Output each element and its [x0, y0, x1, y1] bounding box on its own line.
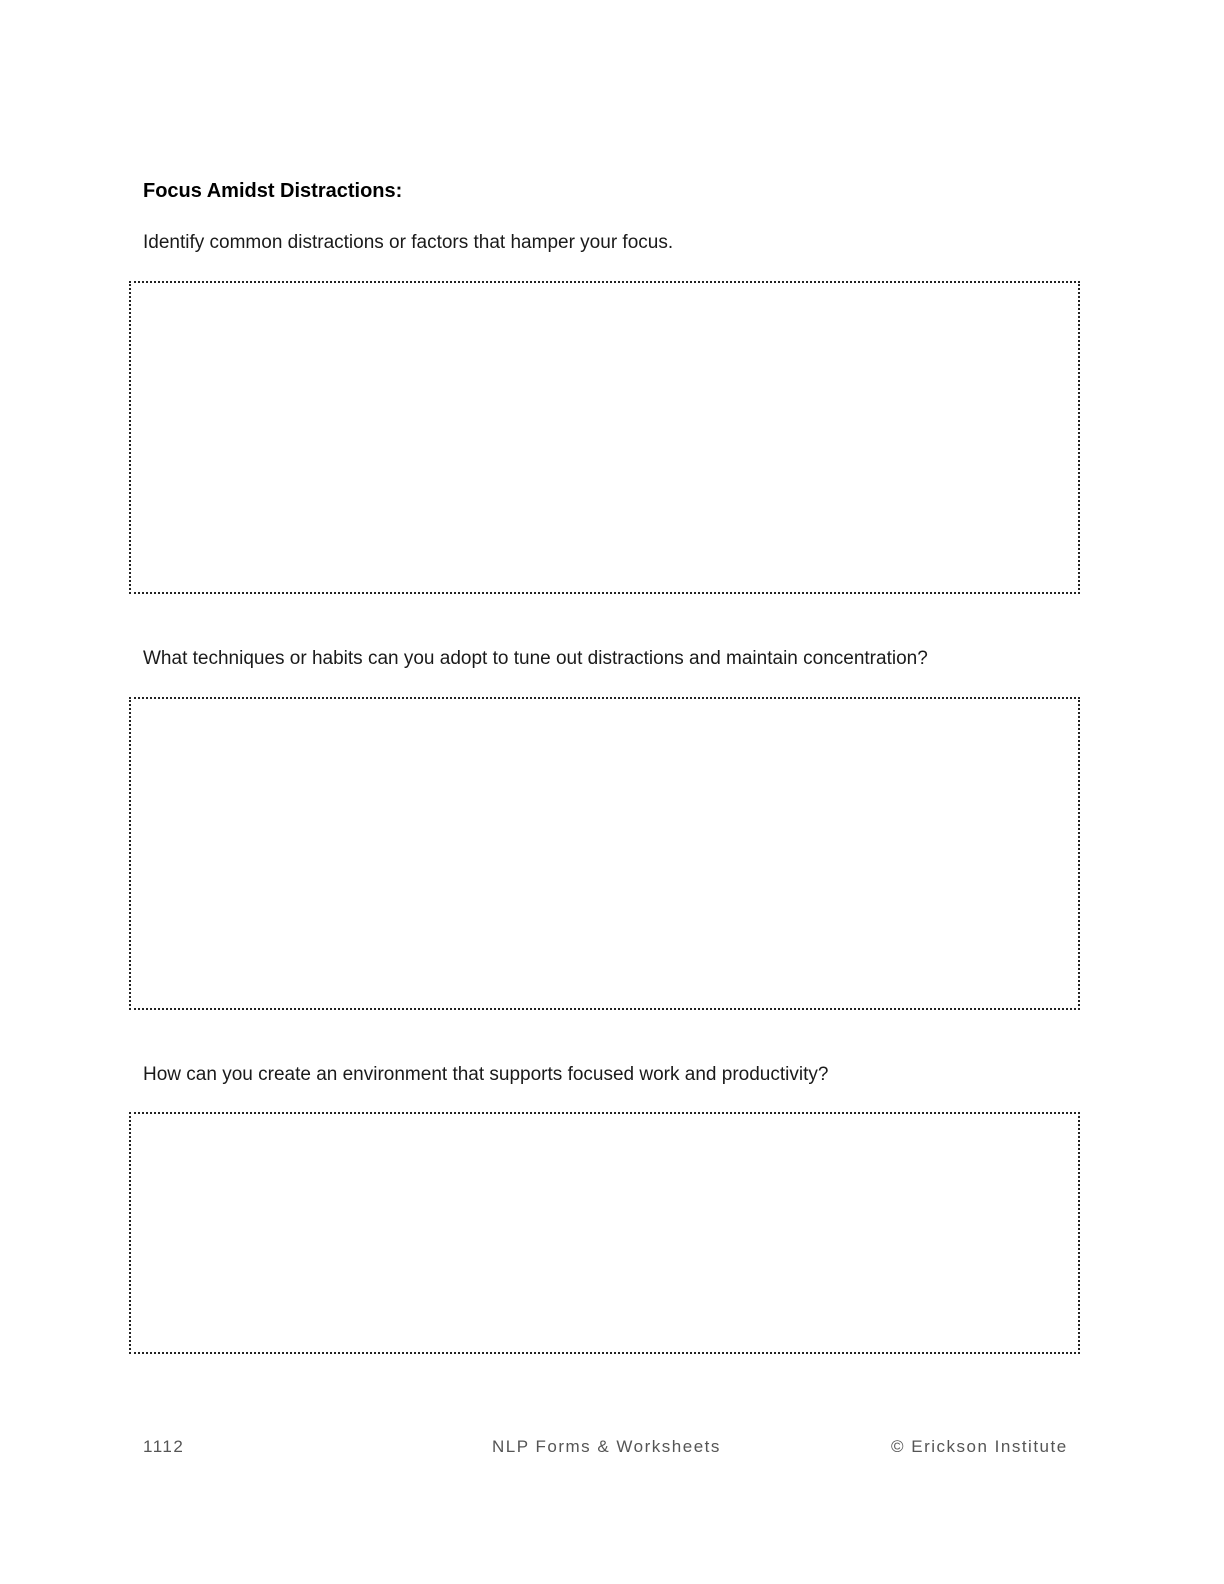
- section-title: Focus Amidst Distractions:: [143, 180, 403, 202]
- question-2-answer-box[interactable]: [129, 697, 1080, 1010]
- question-1-prompt: Identify common distractions or factors that hamper your focus.: [143, 232, 674, 253]
- footer-page-number: 1112: [143, 1437, 185, 1456]
- question-3-answer-box[interactable]: [129, 1112, 1080, 1354]
- footer-title: NLP Forms & Worksheets: [492, 1437, 721, 1456]
- question-2-prompt: What techniques or habits can you adopt to tune out distractions and maintain concentration?: [143, 648, 928, 669]
- footer-copyright: © Erickson Institute: [891, 1437, 1068, 1456]
- question-1-answer-box[interactable]: [129, 281, 1080, 594]
- question-3-prompt: How can you create an environment that supports focused work and productivity?: [143, 1064, 829, 1085]
